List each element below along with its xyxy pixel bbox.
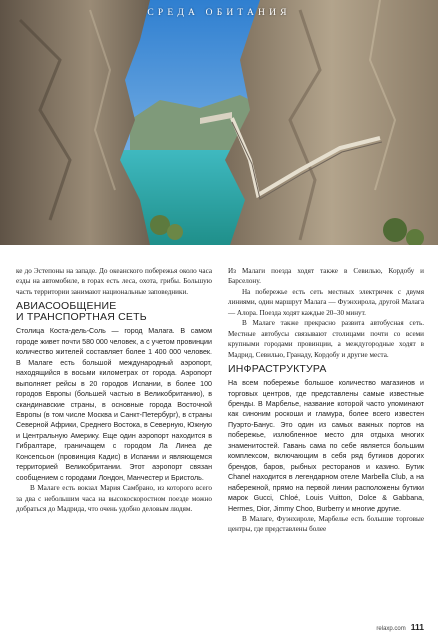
left-column	[16, 266, 212, 515]
paragraph: Из Малаги поезда ходят также в Севилью, Кордобу и Барселону.	[228, 267, 424, 286]
heading-line: И ТРАНСПОРТНАЯ СЕТЬ	[16, 311, 147, 324]
site-url: relaxp.com	[376, 626, 406, 632]
paragraph: На побережье есть сеть местных электричек с двумя линиями, один маршрут Малага — Фуэнхирола, другой Малага — Алора. Поезда ходят каждые 20–30 минут.	[228, 287, 424, 317]
section-title: СРЕДА ОБИТАНИЯ	[147, 8, 291, 18]
paragraph: В Малаге также прекрасно развита автобусная сеть. Местные автобусы связывают столицами почти со всеми крупными городами провинции, а междугородные ходят в Мадрид, Севилью, Гранаду, Кордобу и другие места.	[228, 319, 424, 359]
heading-transport	[16, 301, 212, 323]
heading-line: АВИАСООБЩЕНИЕ	[16, 300, 117, 313]
paragraph: На всем побережье большое количество магазинов и торговых центров, где представлены самые известные бренды. В Марбелье, название которой часто упоминают как синоним роскоши и гламура, более всего известен Пуэрто-Банус. Это один из самых важных портов на побережье, излюбленное место для отдыха многих знаменитостей. Гавань сама по себе является большим комплексом, включающим в себя ряд бутиков дорогих брендов, баров, рыбных ресторанов и казино. Бутик Chanel находится в легендарном отеле Marbella Club, а на набережной, прямо на первой линии расположены бутики марок Gucci, Chloé, Louis Vuitton, Dolce & Gabbana, Hermes, Dior, Jimmy Choo, Burberry и многие другие.	[228, 379, 424, 513]
paragraph: Столица Коста-дель-Соль — город Малага. В самом городе живет почти 580 000 человек, а с учетом провинции количество жителей составляет более 1 400 000 человек. В Малаге есть большой международный аэропорт, находящийся в восьми километрах от города. Аэропорт выполняет рейсы в 20 городов Испании, в более 100 городов Европы (большей частью в Великобританию), в скандинавские страны, в основные города Восточной Европы (в том числе Москва и Санкт-Петербург), в страны Северной Африки, Среднего Востока, в Северную, Южную и Центральную Америку. Еще один аэропорт находится в Гибралтаре, граничащем с городом Ла Линеа де Консепсьон (провинция Кадис) в Испании и являющемся территорией Великобритании. Этот аэропорт связан сообщением с городами Лондон, Манчестер и Бристоль.	[16, 327, 212, 482]
page-number: 111	[410, 622, 424, 632]
paragraph: В Малаге есть вокзал Мария Самбрано, из которого всего за два с небольшим часа на высокоскоростном поезде можно добраться до Мадрида, что очень удобно деловым людям.	[16, 484, 212, 514]
page-footer	[376, 622, 424, 632]
right-column	[228, 266, 424, 535]
heading-infrastructure: ИНФРАСТРУКТУРА	[228, 363, 327, 376]
canyon-photo	[0, 0, 438, 245]
paragraph: В Малаге, Фуэнхироле, Марбелье есть большие торговые центры, где представлены более	[228, 514, 424, 534]
paragraph: ке до Эстепоны на западе. До океанского побережья около часа езды на автомобиле, в горах есть леса, охота, грибы. Большую часть территории занимают национальные заповедники.	[16, 267, 212, 296]
